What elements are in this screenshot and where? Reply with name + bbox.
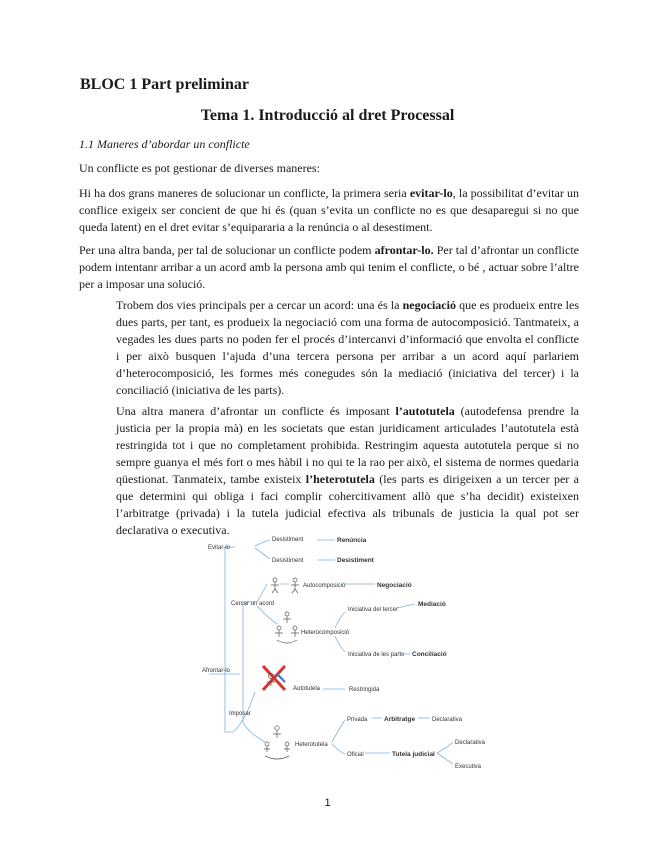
node-restringida: Restringida xyxy=(349,687,380,693)
node-imposar: Imposar xyxy=(229,711,251,717)
node-afrontar: Afrontar-lo xyxy=(202,668,231,674)
node-desistiment-2: Desistiment xyxy=(272,558,304,564)
connector xyxy=(397,604,415,608)
node-privada: Privada xyxy=(347,717,368,723)
paragraph-intro: Un conflicte es pot gestionar de diverses maneres: xyxy=(79,161,320,175)
paragraph-autotutela xyxy=(116,403,579,539)
node-iniciativa-tercer: Iniciativa del tercer xyxy=(348,607,399,613)
node-desistiment-bold: Desistiment xyxy=(337,557,374,564)
page-number: 1 xyxy=(324,797,331,809)
node-arbitratge: Arbitratge xyxy=(384,716,416,723)
node-desistiment: Desistiment xyxy=(272,537,304,543)
connector xyxy=(335,612,345,628)
text-run: (autodefensa prendre la justicia per la propia mà) en les societats que estan juridicament articulades l’autotutela està restringida tot i que no completament prohibida. Restringim aquesta autotutela perque si no sempre guanya el més fort o mes hàbil i no qui te la rao per això, el sistema de normes quedaria qüestionat. Tanmateix, tambe existeix xyxy=(116,404,579,486)
connector xyxy=(243,722,265,742)
node-negociacio: Negociació xyxy=(377,582,412,589)
node-heterotutela: Heterotutela xyxy=(295,742,328,748)
bold-term-afrontar: afrontar-lo. xyxy=(374,243,434,257)
connector xyxy=(257,584,267,602)
connector xyxy=(257,606,277,624)
text-run: Per tal d’afrontar un conflicte podem intentanr arribar a un acord amb la persona amb qui tenim el conflicte, o bé , actuar sobre l’altre per a imposar una solució. xyxy=(79,243,579,291)
paragraph-negociacio xyxy=(116,297,579,399)
connector xyxy=(225,674,233,732)
node-tutela-judicial: Tutela judicial xyxy=(392,751,435,758)
bold-term-heterotutela: l’heterotutela xyxy=(305,472,375,486)
connector xyxy=(255,548,270,559)
connector xyxy=(332,744,345,754)
section-heading: 1.1 Maneres d’abordar un conflicte xyxy=(79,137,250,151)
text-run: que es produeix entre les dues parts, per tant, es produeix la negociació com una forma de autocomposició. Tantmateix, a vegades les dues parts no poden fer el procés d’intercanvi d’informació que envolta el conflicte i per això busquen l’ajuda d’una tercera persona per arribar a un acord aquí parlariem d’heterocomposició, les formes més conegudes són la mediació (iniciativa del tercer) i la conciliació (iniciativa de les parts). xyxy=(116,298,580,397)
node-autotutela: Autotutela xyxy=(293,686,321,692)
conflict-tree-diagram xyxy=(185,532,525,772)
autocomposicio-figures-icon xyxy=(271,578,299,593)
connector xyxy=(243,602,255,674)
connector xyxy=(437,742,453,753)
node-mediacio: Mediació xyxy=(418,601,446,608)
bold-term-evitar: evitar-lo xyxy=(409,186,453,200)
text-run: , la possibilitat d’evitar un conflice exigeix ser concient de que hi és (quan s’evita un conflicte no es que desaparegui si no que queda latent) en el dret evitar s’equipararia a la renúncia o al desestiment. xyxy=(79,186,579,234)
connector xyxy=(335,636,345,652)
node-evitar: Evitar-lo xyxy=(208,545,231,551)
node-declarativa-2: Declarativa xyxy=(455,740,486,746)
node-autocomposicio: Autocomposició xyxy=(303,583,346,589)
paragraph-evitar xyxy=(79,185,579,236)
node-heterocomposicio: Heterocomposició xyxy=(301,630,350,636)
heterotutela-judge-icon xyxy=(264,726,290,759)
connector xyxy=(255,540,270,546)
node-conciliacio: Conciliació xyxy=(412,651,447,658)
text-run: Per una altra banda, per tal de solucionar un conflicte podem xyxy=(79,243,375,257)
bold-term-negociacio: negociació xyxy=(402,298,456,312)
node-executiva: Executiva xyxy=(455,764,482,770)
heterocomposicio-figures-icon xyxy=(275,612,299,643)
autotutela-crossed-icon xyxy=(263,666,285,690)
paragraph-afrontar xyxy=(79,242,579,293)
bloc-heading: BLOC 1 Part preliminar xyxy=(80,76,250,93)
node-iniciativa-parts: Iniciativa de les parts xyxy=(348,652,405,658)
text-run: Una altra manera d’afrontar un conflicte és imposant xyxy=(116,404,396,418)
connector xyxy=(437,753,453,764)
text-run: Hi ha dos grans maneres de solucionar un conflicte, la primera seria xyxy=(79,186,410,200)
tema-heading: Tema 1. Introducció al dret Processal xyxy=(200,107,455,124)
text-run: Trobem dos vies principals per a cercar un acord: una és la xyxy=(116,298,403,312)
node-declarativa: Declarativa xyxy=(432,717,463,723)
node-cercar-acord: Cercar un acord xyxy=(231,601,275,607)
node-renuncia: Renúncia xyxy=(337,537,367,544)
connector xyxy=(332,720,345,742)
text-run: (les parts es dirigeixen a un tercer per a que determini qui obliga i faci complir cohercitivament allò que s’ha decidit) existeixen l’arbitratge (privada) i la tutela judicial efectiva als tribunals de justicia la qual pot ser declarativa o executiva. xyxy=(116,472,579,537)
bold-term-autotutela: l’autotutela xyxy=(395,404,455,418)
node-oficial: Oficial xyxy=(347,752,364,758)
connector xyxy=(225,547,235,674)
